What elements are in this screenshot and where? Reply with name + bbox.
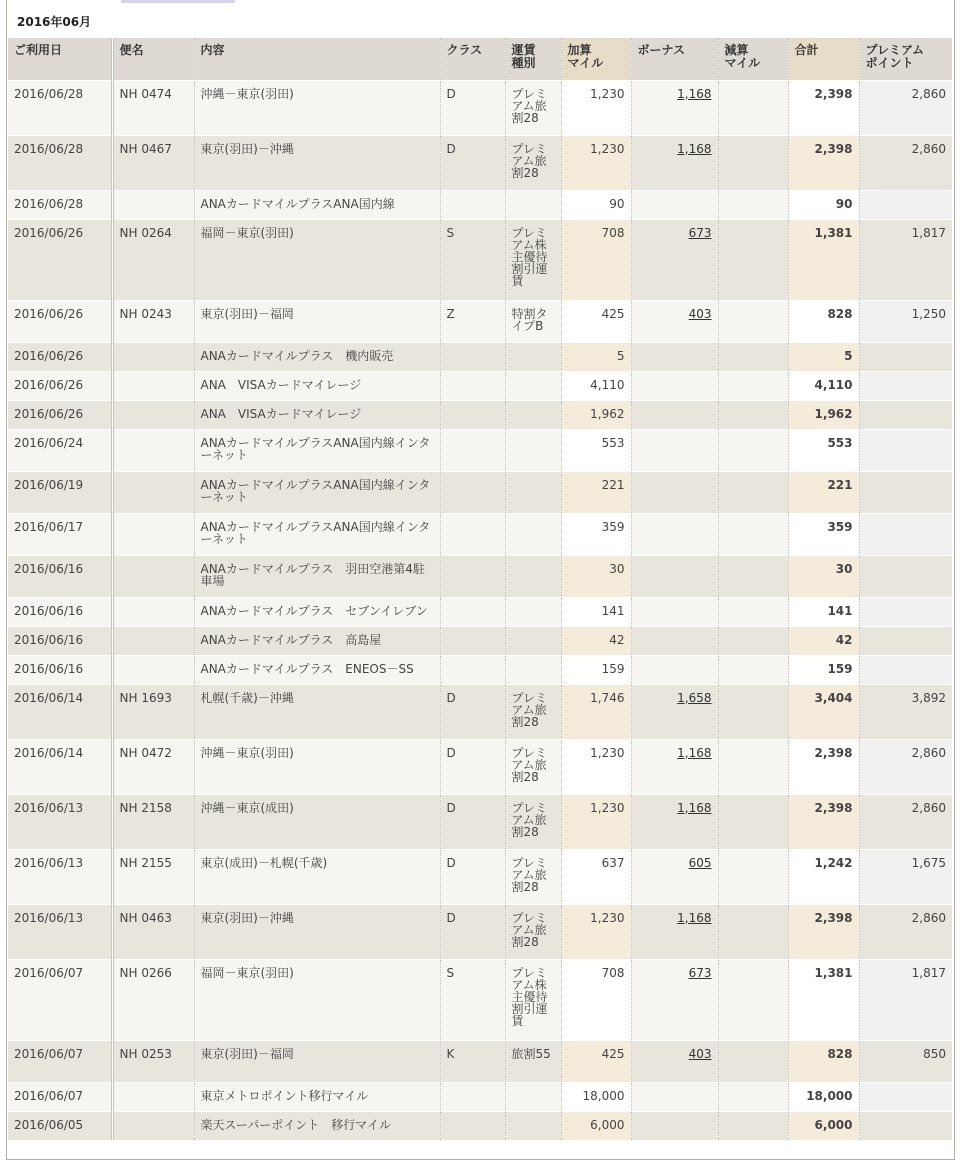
row-content: 沖縄－東京(成田) [194,794,440,849]
row-dec-miles [718,655,788,684]
row-premium-points: 1,817 [859,959,952,1040]
row-content: ANAカードマイルプラスANA国内線 [194,190,440,219]
header-bonus: ボーナス [631,38,718,80]
row-dec-miles [718,1082,788,1111]
row-bonus-miles [631,471,718,513]
row-bonus-miles [631,1082,718,1111]
row-content: 沖縄－東京(羽田) [194,80,440,135]
row-content: 東京メトロポイント移行マイル [194,1082,440,1111]
bonus-miles-link[interactable]: 1,168 [677,745,712,760]
row-fare-type: プレミアム旅割28 [505,904,561,959]
table-row [8,471,952,513]
row-premium-points [859,1111,952,1140]
row-add-miles: 708 [561,219,631,300]
row-premium-points [859,626,952,655]
row-add-miles: 1,230 [561,739,631,794]
row-add-miles: 6,000 [561,1111,631,1140]
row-total-miles: 4,110 [788,371,859,400]
row-fare-type: プレミアム旅割28 [505,684,561,739]
row-dec-miles [718,849,788,904]
row-content: ANAカードマイルプラス 羽田空港第4駐車場 [194,555,440,597]
table-row [8,655,952,684]
row-total-miles: 90 [788,190,859,219]
row-add-miles: 1,230 [561,80,631,135]
row-add-miles: 425 [561,1040,631,1082]
row-bonus-miles [631,1040,718,1082]
row-dec-miles [718,794,788,849]
bonus-miles-link[interactable]: 605 [688,855,712,870]
row-class [440,597,505,626]
row-bonus-miles [631,739,718,794]
row-date: 2016/06/13 [8,849,112,904]
row-dec-miles [718,80,788,135]
table-row [8,794,952,849]
row-date: 2016/06/16 [8,597,112,626]
row-date: 2016/06/17 [8,513,112,555]
row-date: 2016/06/16 [8,626,112,655]
row-add-miles: 1,746 [561,684,631,739]
row-date: 2016/06/16 [8,655,112,684]
row-flight-number [112,190,194,219]
row-dec-miles [718,904,788,959]
row-date: 2016/06/14 [8,739,112,794]
row-premium-points [859,190,952,219]
row-dec-miles [718,371,788,400]
row-bonus-miles [631,190,718,219]
row-fare-type: プレミアム旅割28 [505,849,561,904]
row-premium-points [859,429,952,471]
row-bonus-miles [631,904,718,959]
row-content: ANAカードマイルプラスANA国内線インターネット [194,429,440,471]
row-date: 2016/06/26 [8,400,112,429]
row-flight-number: NH 0264 [112,219,194,300]
row-dec-miles [718,959,788,1040]
row-add-miles: 90 [561,190,631,219]
row-fare-type: 旅割55 [505,1040,561,1082]
row-fare-type: プレミアム旅割28 [505,739,561,794]
row-class: S [440,219,505,300]
row-fare-type [505,655,561,684]
row-total-miles: 6,000 [788,1111,859,1140]
row-fare-type: プレミアム旅割28 [505,135,561,190]
header-premium: プレミアム ポイント [859,38,952,80]
row-class [440,400,505,429]
row-add-miles: 221 [561,471,631,513]
row-content: 東京(成田)－札幌(千歳) [194,849,440,904]
row-date: 2016/06/26 [8,219,112,300]
row-add-miles: 637 [561,849,631,904]
row-content: 東京(羽田)－福岡 [194,300,440,342]
bonus-miles-link[interactable]: 673 [688,225,712,240]
row-dec-miles [718,555,788,597]
header-date: ご利用日 [8,38,112,80]
row-class: D [440,684,505,739]
row-class: D [440,794,505,849]
row-content: ANAカードマイルプラスANA国内線インターネット [194,471,440,513]
row-add-miles: 1,230 [561,135,631,190]
row-bonus-miles [631,849,718,904]
row-premium-points: 1,675 [859,849,952,904]
row-dec-miles [718,1111,788,1140]
row-dec-miles [718,513,788,555]
bonus-miles-link[interactable]: 673 [688,965,712,980]
row-premium-points: 2,860 [859,135,952,190]
row-class [440,371,505,400]
table-row [8,849,952,904]
row-dec-miles [718,471,788,513]
row-fare-type [505,555,561,597]
row-bonus-miles [631,794,718,849]
row-total-miles: 2,398 [788,904,859,959]
row-date: 2016/06/07 [8,959,112,1040]
row-bonus-miles [631,135,718,190]
row-bonus-miles [631,655,718,684]
row-total-miles: 1,962 [788,400,859,429]
row-premium-points: 1,250 [859,300,952,342]
row-flight-number [112,1111,194,1140]
row-total-miles: 828 [788,1040,859,1082]
table-row [8,1040,952,1082]
bonus-miles-link[interactable]: 1,168 [677,910,712,925]
row-bonus-miles [631,597,718,626]
row-flight-number: NH 0266 [112,959,194,1040]
row-bonus-miles [631,400,718,429]
row-class [440,429,505,471]
row-content: 東京(羽田)－福岡 [194,1040,440,1082]
header-add-miles: 加算 マイル [561,38,631,80]
row-date: 2016/06/28 [8,135,112,190]
row-flight-number [112,597,194,626]
row-dec-miles [718,400,788,429]
header-total: 合計 [788,38,859,80]
bonus-miles-link[interactable]: 403 [688,1046,712,1061]
header-dec-miles: 減算 マイル [718,38,788,80]
table-row [8,429,952,471]
header-flight: 便名 [112,38,194,80]
row-premium-points: 2,860 [859,739,952,794]
mileage-table [8,38,952,1140]
row-date: 2016/06/26 [8,300,112,342]
row-premium-points: 2,860 [859,80,952,135]
row-premium-points: 2,860 [859,794,952,849]
row-class: D [440,739,505,794]
bonus-miles-link[interactable]: 1,168 [677,800,712,815]
row-bonus-miles [631,555,718,597]
month-heading: 2016年06月 [17,15,92,29]
table-row [8,959,952,1040]
table-row [8,190,952,219]
row-content: ANAカードマイルプラス 機内販売 [194,342,440,371]
row-add-miles: 30 [561,555,631,597]
table-row [8,626,952,655]
row-class [440,342,505,371]
row-flight-number [112,342,194,371]
row-total-miles: 553 [788,429,859,471]
bonus-miles-link[interactable]: 1,168 [677,141,712,156]
row-premium-points [859,342,952,371]
row-flight-number [112,400,194,429]
row-bonus-miles [631,300,718,342]
row-flight-number: NH 2155 [112,849,194,904]
row-fare-type: プレミアム株主優待割引運賃 [505,219,561,300]
row-flight-number: NH 0463 [112,904,194,959]
row-class [440,513,505,555]
row-flight-number: NH 2158 [112,794,194,849]
row-premium-points [859,400,952,429]
row-dec-miles [718,190,788,219]
row-dec-miles [718,684,788,739]
row-flight-number: NH 1693 [112,684,194,739]
row-content: 福岡－東京(羽田) [194,959,440,1040]
row-total-miles: 1,381 [788,959,859,1040]
row-premium-points [859,597,952,626]
row-content: ANAカードマイルプラス 高島屋 [194,626,440,655]
row-add-miles: 1,230 [561,904,631,959]
row-fare-type [505,371,561,400]
row-content: ANA VISAカードマイレージ [194,371,440,400]
row-premium-points: 1,817 [859,219,952,300]
row-flight-number: NH 0474 [112,80,194,135]
row-class: D [440,849,505,904]
row-bonus-miles [631,429,718,471]
row-content: 楽天スーパーポイント 移行マイル [194,1111,440,1140]
row-flight-number [112,1082,194,1111]
row-fare-type [505,1111,561,1140]
row-total-miles: 18,000 [788,1082,859,1111]
row-date: 2016/06/16 [8,555,112,597]
row-premium-points: 2,860 [859,904,952,959]
tab-indicator [121,0,235,3]
row-class [440,626,505,655]
row-class [440,471,505,513]
table-row [8,80,952,135]
row-total-miles: 221 [788,471,859,513]
row-content: 福岡－東京(羽田) [194,219,440,300]
row-class [440,1111,505,1140]
row-date: 2016/06/13 [8,904,112,959]
row-content: ANAカードマイルプラス ENEOS－SS [194,655,440,684]
row-flight-number [112,429,194,471]
row-dec-miles [718,626,788,655]
row-dec-miles [718,429,788,471]
row-fare-type [505,342,561,371]
row-add-miles: 141 [561,597,631,626]
header-class: クラス [440,38,505,80]
row-premium-points: 850 [859,1040,952,1082]
row-date: 2016/06/07 [8,1040,112,1082]
row-fare-type: プレミアム旅割28 [505,80,561,135]
row-total-miles: 1,242 [788,849,859,904]
row-date: 2016/06/24 [8,429,112,471]
row-premium-points [859,371,952,400]
row-date: 2016/06/05 [8,1111,112,1140]
row-premium-points [859,555,952,597]
table-row [8,513,952,555]
row-content: ANAカードマイルプラス セブンイレブン [194,597,440,626]
table-header-row [8,38,952,80]
table-row [8,684,952,739]
row-dec-miles [718,342,788,371]
row-dec-miles [718,597,788,626]
row-content: ANA VISAカードマイレージ [194,400,440,429]
row-add-miles: 708 [561,959,631,1040]
row-date: 2016/06/26 [8,371,112,400]
row-date: 2016/06/07 [8,1082,112,1111]
row-dec-miles [718,1040,788,1082]
row-dec-miles [718,300,788,342]
bonus-miles-link[interactable]: 403 [688,306,712,321]
row-add-miles: 1,962 [561,400,631,429]
row-add-miles: 159 [561,655,631,684]
table-row [8,555,952,597]
row-add-miles: 42 [561,626,631,655]
row-date: 2016/06/28 [8,190,112,219]
table-row [8,1111,952,1140]
row-fare-type [505,429,561,471]
bonus-miles-link[interactable]: 1,168 [677,86,712,101]
row-bonus-miles [631,684,718,739]
row-total-miles: 2,398 [788,794,859,849]
row-flight-number [112,371,194,400]
row-total-miles: 42 [788,626,859,655]
table-row [8,400,952,429]
table-row [8,904,952,959]
row-bonus-miles [631,80,718,135]
row-premium-points [859,655,952,684]
row-content: ANAカードマイルプラスANA国内線インターネット [194,513,440,555]
row-add-miles: 553 [561,429,631,471]
header-content: 内容 [194,38,440,80]
table-row [8,371,952,400]
row-fare-type: 特割タイプB [505,300,561,342]
row-date: 2016/06/28 [8,80,112,135]
row-fare-type [505,190,561,219]
row-flight-number [112,555,194,597]
row-bonus-miles [631,342,718,371]
row-flight-number [112,626,194,655]
row-date: 2016/06/19 [8,471,112,513]
row-total-miles: 30 [788,555,859,597]
row-flight-number: NH 0253 [112,1040,194,1082]
row-bonus-miles [631,626,718,655]
row-total-miles: 3,404 [788,684,859,739]
row-flight-number [112,513,194,555]
row-class: S [440,959,505,1040]
row-total-miles: 2,398 [788,135,859,190]
row-total-miles: 359 [788,513,859,555]
row-content: 東京(羽田)－沖縄 [194,135,440,190]
row-content: 東京(羽田)－沖縄 [194,904,440,959]
row-class: K [440,1040,505,1082]
table-row [8,342,952,371]
row-total-miles: 1,381 [788,219,859,300]
row-class: D [440,904,505,959]
row-content: 沖縄－東京(羽田) [194,739,440,794]
row-date: 2016/06/14 [8,684,112,739]
table-row [8,135,952,190]
row-total-miles: 2,398 [788,80,859,135]
row-fare-type [505,626,561,655]
row-dec-miles [718,135,788,190]
row-fare-type: プレミアム株主優待割引運賃 [505,959,561,1040]
row-content: 札幌(千歳)－沖縄 [194,684,440,739]
row-flight-number: NH 0243 [112,300,194,342]
row-add-miles: 18,000 [561,1082,631,1111]
row-date: 2016/06/26 [8,342,112,371]
row-dec-miles [718,219,788,300]
row-total-miles: 5 [788,342,859,371]
row-bonus-miles [631,513,718,555]
row-premium-points: 3,892 [859,684,952,739]
row-fare-type [505,513,561,555]
row-fare-type: プレミアム旅割28 [505,794,561,849]
row-flight-number: NH 0472 [112,739,194,794]
row-date: 2016/06/13 [8,794,112,849]
row-add-miles: 359 [561,513,631,555]
row-bonus-miles [631,371,718,400]
row-bonus-miles [631,1111,718,1140]
row-premium-points [859,1082,952,1111]
table-row [8,300,952,342]
row-class [440,555,505,597]
row-total-miles: 828 [788,300,859,342]
row-bonus-miles [631,219,718,300]
row-class [440,1082,505,1111]
row-premium-points [859,513,952,555]
row-dec-miles [718,739,788,794]
row-flight-number [112,471,194,513]
row-premium-points [859,471,952,513]
bonus-miles-link[interactable]: 1,658 [677,690,712,705]
row-total-miles: 141 [788,597,859,626]
row-add-miles: 4,110 [561,371,631,400]
row-class [440,190,505,219]
row-total-miles: 2,398 [788,739,859,794]
row-add-miles: 425 [561,300,631,342]
table-row [8,597,952,626]
row-add-miles: 1,230 [561,794,631,849]
row-fare-type [505,400,561,429]
row-class: D [440,80,505,135]
row-fare-type [505,597,561,626]
row-bonus-miles [631,959,718,1040]
row-fare-type [505,1082,561,1111]
row-class [440,655,505,684]
row-add-miles: 5 [561,342,631,371]
row-flight-number [112,655,194,684]
row-total-miles: 159 [788,655,859,684]
row-class: D [440,135,505,190]
header-fare: 運賃 種別 [505,38,561,80]
row-class: Z [440,300,505,342]
table-row [8,1082,952,1111]
table-row [8,739,952,794]
table-row [8,219,952,300]
row-fare-type [505,471,561,513]
row-flight-number: NH 0467 [112,135,194,190]
